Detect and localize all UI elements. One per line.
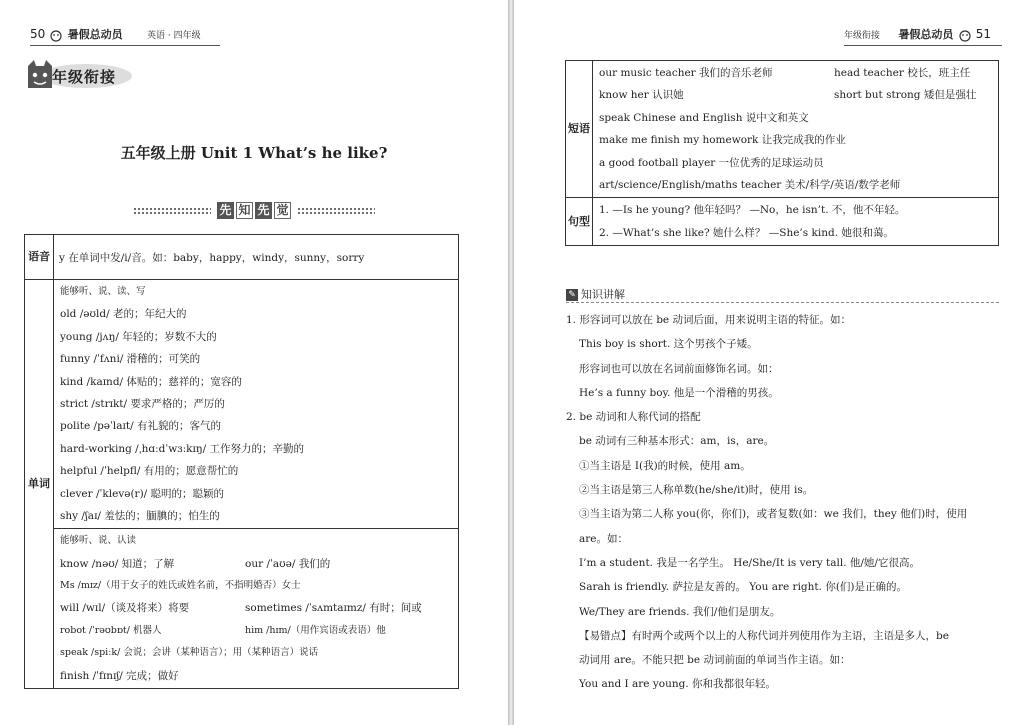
word-item: old /əʊld/ 老的；年纪大的: [60, 308, 187, 321]
phrase-item: know her 认识她: [599, 89, 684, 102]
preview-char: 先: [217, 202, 234, 219]
word-item: know /nəʊ/ 知道；了解: [60, 557, 175, 570]
page-header-left: [30, 26, 201, 44]
preview-char: 觉: [274, 202, 291, 219]
knowledge-line: 形容词也可以放在名词前面修饰名词。如：: [579, 362, 779, 375]
knowledge-line: be 动词有三种基本形式：am，is，are。: [579, 435, 775, 448]
word-item: strict /strɪkt/ 要求严格的；严厉的: [60, 397, 225, 410]
phrase-item: short but strong 矮但是强壮: [834, 89, 977, 102]
word-row: [55, 642, 457, 664]
phrase-item: speak Chinese and English 说中文和英文: [599, 111, 809, 124]
words-group-1: [54, 280, 459, 529]
header-rule: [844, 45, 1002, 46]
phrase-row: [594, 84, 997, 106]
sentence-item: 2. —What’s she like? 她什么样？ —She’s kind. 她很和蔼。: [599, 226, 894, 239]
word-item: helpful /ˈhelpfl/ 有用的；愿意帮忙的: [60, 465, 239, 478]
word-item: shy /ʃaɪ/ 羞怯的；腼腆的；怕生的: [60, 509, 220, 522]
word-item: robot /ˈrəʊbɒt/ 机器人: [60, 624, 162, 636]
word-item: polite /pəˈlaɪt/ 有礼貌的；客气的: [60, 420, 221, 433]
section-badge: 年级衔接: [52, 68, 117, 86]
knowledge-title: [566, 286, 625, 302]
mascot-icon: [48, 29, 64, 43]
knowledge-line: You and I are young. 你和我都很年轻。: [579, 678, 777, 691]
phrase-item: make me finish my homework 让我完成我的作业: [599, 134, 846, 147]
knowledge-line: Sarah is friendly. 萨拉是友善的。 You are right. 你(们)是正确的。: [579, 581, 908, 594]
dots-divider: [133, 207, 211, 215]
word-item: hard-working /ˌhɑːdˈwɜːkɪŋ/ 工作努力的；辛勤的: [60, 442, 304, 455]
brand-title: 暑假总动员: [67, 28, 123, 41]
knowledge-line: 【易错点】有时两个或两个以上的人称代词并列使用作为主语，主语是多人，be: [579, 629, 949, 642]
knowledge-line: 1. 形容词可以放在 be 动词后面，用来说明主语的特征。如：: [566, 314, 851, 326]
knowledge-line: 动词用 are。不能只把 be 动词前面的单词当作主语。如：: [579, 654, 851, 667]
knowledge-line: I’m a student. 我是一名学生。 He/She/It is very tall. 他/她/它很高。: [579, 556, 920, 569]
unit-title: 五年级上册 Unit 1 What’s he like?: [120, 144, 388, 162]
words-label: 单词: [25, 280, 54, 689]
page-number: 51: [975, 27, 992, 41]
knowledge-line: We/They are friends. 我们/他们是朋友。: [579, 605, 781, 618]
sentences-cell: [593, 198, 999, 246]
mascot-icon: [957, 29, 973, 43]
word-row: [55, 553, 457, 575]
word-item: him /hɪm/（用作宾语或表语）他: [245, 624, 386, 636]
header-rule: [30, 45, 220, 46]
page-number: 50: [30, 27, 46, 41]
vocab-table: [24, 234, 459, 689]
word-row: [55, 575, 457, 597]
brand-title: 暑假总动员: [898, 28, 954, 41]
word-item: funny /ˈfʌni/ 滑稽的；可笑的: [60, 353, 201, 366]
phrases-cell: [593, 61, 999, 198]
knowledge-title-text: 知识讲解: [581, 288, 625, 301]
sentence-item: 1. —Is he young? 他年轻吗？ —No，he isn’t. 不，他不年轻。: [599, 204, 906, 217]
phrase-item: art/science/English/maths teacher 美术/科学/英语/数学老师: [599, 178, 901, 191]
word-row: [55, 665, 457, 687]
knowledge-line: ①当主语是 I(我)的时候，使用 am。: [579, 459, 751, 472]
phrase-item: our music teacher 我们的音乐老师: [599, 67, 773, 79]
phrase-row: [594, 129, 997, 151]
knowledge-line: are。如：: [579, 532, 628, 545]
group-heading: 能够听、说、读、写: [60, 286, 146, 297]
preview-char: 先: [255, 202, 272, 219]
word-item: finish /ˈfɪnɪʃ/ 完成；做好: [60, 669, 179, 682]
knowledge-line: He’s a funny boy. 他是一个滑稽的男孩。: [579, 386, 779, 399]
group-heading: 能够听、说、认读: [60, 535, 137, 547]
knowledge-line: ③当主语为第二人称 you(你，你们)，或者复数(如：we 我们，they 他们)时，使用: [579, 508, 968, 521]
word-item: clever /ˈklevə(r)/ 聪明的；聪颖的: [60, 487, 225, 500]
word-item: sometimes /ˈsʌmtaɪmz/ 有时；间或: [245, 602, 422, 615]
header-subtitle: 英语 · 四年级: [147, 31, 201, 41]
words-group-2: [54, 529, 459, 689]
knowledge-line: ②当主语是第三人称单数(he/she/it)时，使用 is。: [579, 484, 814, 497]
word-item: kind /kaɪnd/ 体贴的；慈祥的；宽容的: [60, 375, 242, 388]
knowledge-body: [566, 308, 1002, 697]
phrase-item: head teacher 校长，班主任: [834, 67, 971, 79]
dots-divider: [297, 207, 375, 215]
phrase-item: a good football player 一位优秀的足球运动员: [599, 156, 824, 169]
word-item: will /wɪl/（谈及将来）将要: [60, 602, 190, 615]
word-item: our /ˈaʊə/ 我们的: [245, 557, 331, 570]
left-page: [0, 0, 508, 725]
sentences-label: 句型: [566, 198, 593, 246]
knowledge-line: This boy is short. 这个男孩个子矮。: [579, 338, 758, 351]
header-subtitle: 年级衔接: [844, 31, 881, 41]
phrases-table: [565, 60, 999, 246]
preview-heading: [0, 200, 508, 219]
word-row: [55, 597, 457, 619]
word-item: young /jʌŋ/ 年轻的；岁数不大的: [60, 330, 217, 343]
phonics-text: y 在单词中发/i/音。如：baby，happy，windy，sunny，sorry: [54, 235, 459, 280]
page-header-right: [844, 26, 991, 44]
phrase-row: [594, 107, 997, 129]
phrases-label: 短语: [566, 61, 593, 198]
word-row: [55, 620, 457, 642]
phrase-row: [594, 152, 997, 174]
pencil-icon: ✎: [566, 289, 578, 301]
phrase-row: [594, 62, 997, 84]
word-item: Ms /mɪz/（用于女子的姓氏或姓名前，不指明婚否）女士: [60, 580, 301, 592]
phrase-row: [594, 174, 997, 196]
phonics-label: 语音: [25, 235, 54, 280]
section-divider: [566, 302, 999, 303]
knowledge-line: 2. be 动词和人称代词的搭配: [566, 411, 701, 424]
preview-char: 知: [236, 202, 253, 219]
word-item: speak /spiːk/ 会说；会讲（某种语言）；用（某种语言）说话: [60, 647, 319, 659]
